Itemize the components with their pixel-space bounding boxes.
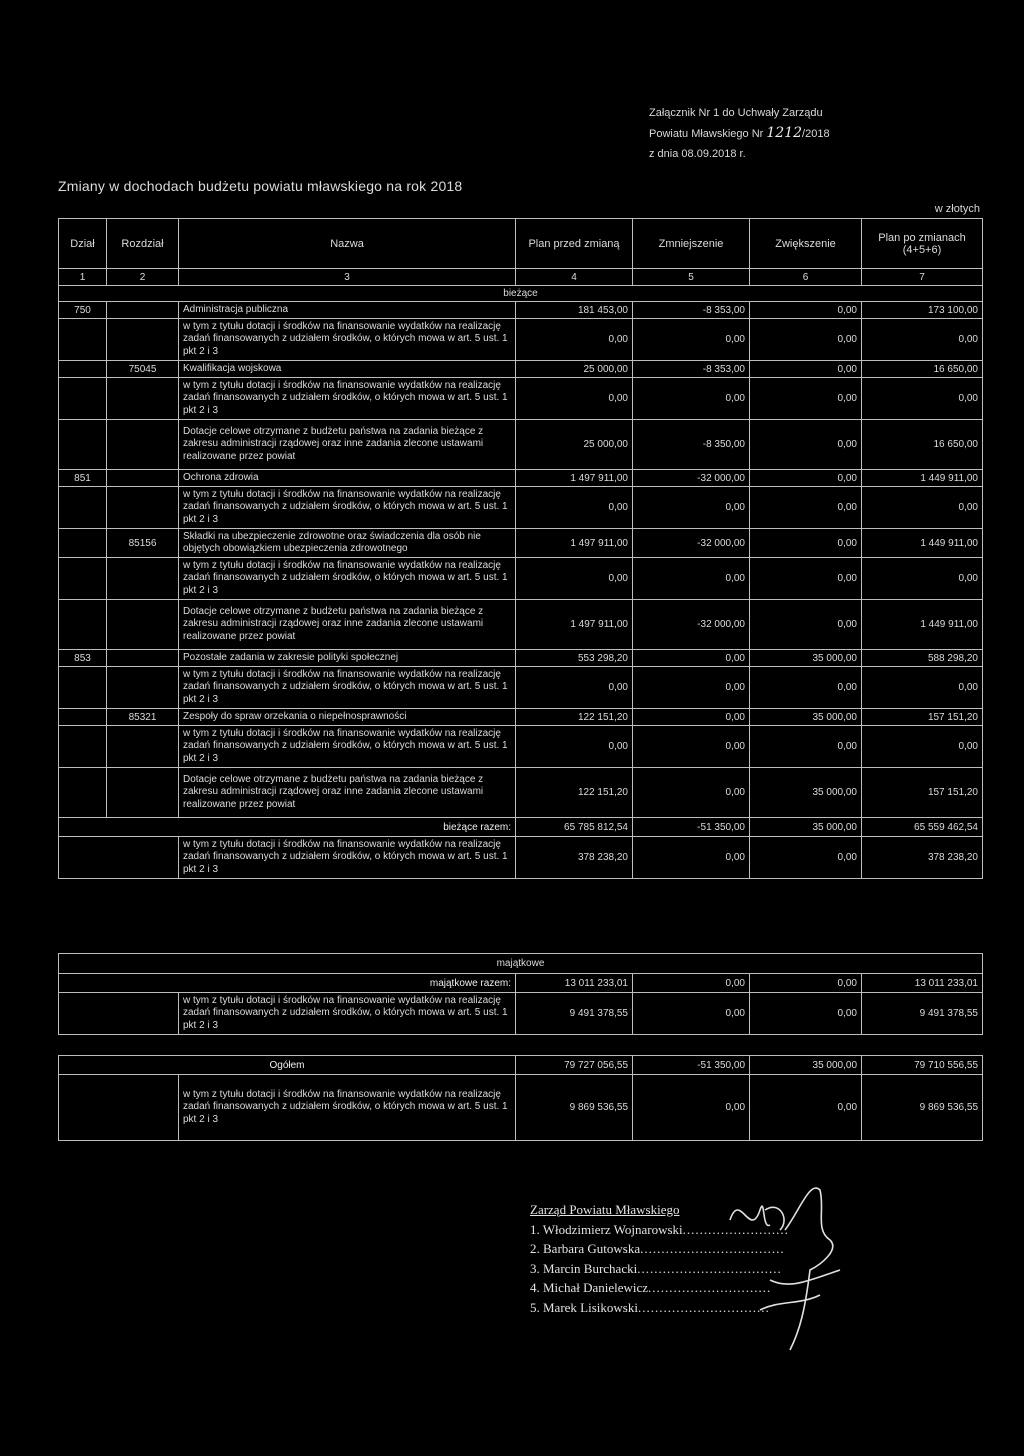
row-plan-przed: 1 497 911,00 [516,470,633,487]
row-zwiekszenie: 35 000,00 [750,650,862,667]
row-nazwa: Kwalifikacja wojskowa [179,361,516,378]
general-total-table [58,1055,983,1141]
table-row [59,650,983,667]
row-rozdzial: 75045 [107,361,179,378]
section-biezace: bieżące [59,286,983,302]
row-zmniejszenie: 0,00 [633,650,750,667]
row-rozdzial [107,470,179,487]
row-nazwa: Administracja publiczna [179,302,516,319]
table-row [59,470,983,487]
row-plan-po: 0,00 [862,487,983,529]
table-row [59,361,983,378]
income-changes-table [58,218,983,879]
header-zmniejszenie: Zmniejszenie [633,219,750,269]
row-nazwa: Pozostałe zadania w zakresie polityki społecznej [179,650,516,667]
annex-line-1: Załącznik Nr 1 do Uchwały Zarządu [649,107,823,119]
row-zwiekszenie: 0,00 [750,378,862,420]
row-zmniejszenie: 0,00 [633,726,750,768]
row-nazwa: Ochrona zdrowia [179,470,516,487]
currency-unit: w złotych [934,203,980,215]
row-plan-przed: 25 000,00 [516,361,633,378]
row-zmniejszenie: -32 000,00 [633,470,750,487]
row-rozdzial [107,768,179,818]
ogolem-wtym-row: w tym z tytułu dotacji i środków na finansowanie wydatków na realizację zadań finansowanych z udziałem środków, o których mowa w art. 5 ust. 1 pkt 2 i 3 9 869 536,55 0,00 0,00 9 869 536,55 [59,1075,983,1141]
row-zmniejszenie: 0,00 [633,378,750,420]
row-nazwa: Dotacje celowe otrzymane z budżetu państwa na zadania bieżące z zakresu administracji rządowej oraz inne zadania zlecone ustawami realizowane przez powiat [179,768,516,818]
row-rozdzial [107,487,179,529]
header-dzial: Dział [59,219,107,269]
row-plan-przed: 0,00 [516,667,633,709]
row-plan-przed: 1 497 911,00 [516,600,633,650]
row-dzial [59,420,107,470]
table-row [59,302,983,319]
row-plan-po: 16 650,00 [862,361,983,378]
table-row [59,487,983,529]
table-row [59,319,983,361]
row-rozdzial [107,378,179,420]
row-zmniejszenie: -32 000,00 [633,600,750,650]
biezace-wtym-row: w tym z tytułu dotacji i środków na finansowanie wydatków na realizację zadań finansowanych z udziałem środków, o których mowa w art. 5 ust. 1 pkt 2 i 3 378 238,20 0,00 0,00 378 238,20 [59,837,983,879]
row-plan-przed: 0,00 [516,726,633,768]
handwritten-signatures [690,1170,890,1370]
row-plan-przed: 0,00 [516,487,633,529]
row-plan-przed: 553 298,20 [516,650,633,667]
row-plan-przed: 0,00 [516,378,633,420]
row-plan-po: 1 449 911,00 [862,529,983,558]
row-rozdzial: 85321 [107,709,179,726]
row-zmniejszenie: 0,00 [633,709,750,726]
table-row [59,558,983,600]
row-nazwa: Dotacje celowe otrzymane z budżetu państwa na zadania bieżące z zakresu administracji rządowej oraz inne zadania zlecone ustawami realizowane przez powiat [179,600,516,650]
row-plan-po: 173 100,00 [862,302,983,319]
table-row [59,768,983,818]
header-rozdzial: Rozdział [107,219,179,269]
section-majatkowe: majątkowe [59,954,983,974]
row-rozdzial: 85156 [107,529,179,558]
annex-line-3: z dnia 08.09.2018 r. [649,148,746,160]
row-plan-przed: 25 000,00 [516,420,633,470]
row-dzial [59,361,107,378]
board-member-2: 2. Barbara Gutowska.................................. [530,1241,785,1256]
table-row [59,667,983,709]
board-member-5: 5. Marek Lisikowski............................... [530,1299,770,1315]
row-rozdzial [107,667,179,709]
row-plan-przed: 122 151,20 [516,768,633,818]
row-zmniejszenie: 0,00 [633,558,750,600]
board-member-3: 3. Marcin Burchacki.................................. [530,1260,782,1276]
row-rozdzial [107,650,179,667]
row-rozdzial [107,558,179,600]
table-row [59,600,983,650]
document-title: Zmiany w dochodach budżetu powiatu mławskiego na rok 2018 [58,178,463,194]
row-nazwa: w tym z tytułu dotacji i środków na finansowanie wydatków na realizację zadań finansowanych z udziałem środków, o których mowa w art. 5 ust. 1 pkt 2 i 3 [179,487,516,529]
row-plan-przed: 122 151,20 [516,709,633,726]
ogolem-row: Ogółem 79 727 056,55 -51 350,00 35 000,00 79 710 556,55 [59,1056,983,1075]
row-zwiekszenie: 0,00 [750,319,862,361]
row-dzial: 750 [59,302,107,319]
row-plan-przed: 181 453,00 [516,302,633,319]
table-header-row [59,219,983,269]
row-zmniejszenie: -8 353,00 [633,361,750,378]
row-dzial [59,378,107,420]
table-row [59,726,983,768]
row-dzial [59,529,107,558]
row-rozdzial [107,600,179,650]
row-zwiekszenie: 35 000,00 [750,768,862,818]
signature-2 [760,1188,840,1350]
row-plan-przed: 1 497 911,00 [516,529,633,558]
annex-number: 1212 [766,125,803,141]
row-zwiekszenie: 0,00 [750,470,862,487]
row-zmniejszenie: -8 350,00 [633,420,750,470]
row-nazwa: Dotacje celowe otrzymane z budżetu państwa na zadania bieżące z zakresu administracji rządowej oraz inne zadania zlecone ustawami realizowane przez powiat [179,420,516,470]
row-plan-przed: 0,00 [516,319,633,361]
header-plan-po: Plan po zmianach (4+5+6) [862,219,983,269]
row-plan-po: 0,00 [862,378,983,420]
row-zwiekszenie: 0,00 [750,600,862,650]
row-plan-po: 1 449 911,00 [862,600,983,650]
column-index-row: 1 2 3 4 5 6 7 [59,269,983,286]
row-plan-po: 588 298,20 [862,650,983,667]
row-zmniejszenie: -32 000,00 [633,529,750,558]
row-rozdzial [107,302,179,319]
board-member-1: 1. Włodzimierz Wojnarowski......................... [530,1221,789,1237]
row-plan-po: 157 151,20 [862,768,983,818]
table-row [59,378,983,420]
row-plan-po: 0,00 [862,319,983,361]
row-dzial [59,667,107,709]
row-plan-po: 157 151,20 [862,709,983,726]
header-zwiekszenie: Zwiększenie [750,219,862,269]
row-dzial: 851 [59,470,107,487]
row-zwiekszenie: 0,00 [750,487,862,529]
row-dzial [59,709,107,726]
row-zmniejszenie: 0,00 [633,487,750,529]
row-zmniejszenie: 0,00 [633,319,750,361]
board-title: Zarząd Powiatu Mławskiego [530,1202,680,1217]
table-rows [59,302,983,818]
row-nazwa: Zespoły do spraw orzekania o niepełnosprawności [179,709,516,726]
header-plan-przed: Plan przed zmianą [516,219,633,269]
row-plan-po: 1 449 911,00 [862,470,983,487]
table-row [59,709,983,726]
row-zmniejszenie: 0,00 [633,667,750,709]
row-rozdzial [107,420,179,470]
row-plan-przed: 0,00 [516,558,633,600]
row-zwiekszenie: 0,00 [750,558,862,600]
header-nazwa: Nazwa [179,219,516,269]
row-zwiekszenie: 0,00 [750,361,862,378]
row-zwiekszenie: 35 000,00 [750,709,862,726]
row-nazwa: w tym z tytułu dotacji i środków na finansowanie wydatków na realizację zadań finansowanych z udziałem środków, o których mowa w art. 5 ust. 1 pkt 2 i 3 [179,319,516,361]
row-dzial [59,319,107,361]
row-plan-po: 0,00 [862,667,983,709]
row-dzial [59,600,107,650]
row-nazwa: Składki na ubezpieczenie zdrowotne oraz świadczenia dla osób nie objętych obowiązkiem ubezpieczenia zdrowotnego [179,529,516,558]
row-dzial [59,768,107,818]
row-zwiekszenie: 0,00 [750,420,862,470]
row-plan-po: 0,00 [862,726,983,768]
row-nazwa: w tym z tytułu dotacji i środków na finansowanie wydatków na realizację zadań finansowanych z udziałem środków, o których mowa w art. 5 ust. 1 pkt 2 i 3 [179,726,516,768]
biezace-total-row: bieżące razem: 65 785 812,54 -51 350,00 35 000,00 65 559 462,54 [59,818,983,837]
row-rozdzial [107,319,179,361]
row-plan-po: 0,00 [862,558,983,600]
row-zmniejszenie: -8 353,00 [633,302,750,319]
row-nazwa: w tym z tytułu dotacji i środków na finansowanie wydatków na realizację zadań finansowanych z udziałem środków, o których mowa w art. 5 ust. 1 pkt 2 i 3 [179,378,516,420]
row-nazwa: w tym z tytułu dotacji i środków na finansowanie wydatków na realizację zadań finansowanych z udziałem środków, o których mowa w art. 5 ust. 1 pkt 2 i 3 [179,667,516,709]
majatkowe-wtym-row: w tym z tytułu dotacji i środków na finansowanie wydatków na realizację zadań finansowanych z udziałem środków, o których mowa w art. 5 ust. 1 pkt 2 i 3 9 491 378,55 0,00 0,00 9 491 378,55 [59,993,983,1035]
row-nazwa: w tym z tytułu dotacji i środków na finansowanie wydatków na realizację zadań finansowanych z udziałem środków, o których mowa w art. 5 ust. 1 pkt 2 i 3 [179,558,516,600]
row-zwiekszenie: 0,00 [750,726,862,768]
majatkowe-total-row: majątkowe razem: 13 011 233,01 0,00 0,00 13 011 233,01 [59,974,983,993]
table-row [59,420,983,470]
annex-reference [649,103,830,164]
property-income-table [58,953,983,1035]
board-member-4: 4. Michał Danielewicz............................. [530,1280,772,1295]
row-zwiekszenie: 0,00 [750,302,862,319]
row-dzial [59,487,107,529]
row-dzial: 853 [59,650,107,667]
annex-line-2: Powiatu Mławskiego Nr 1212/2018 [649,125,830,141]
table-row [59,529,983,558]
row-zwiekszenie: 0,00 [750,667,862,709]
signature-1 [730,1206,784,1230]
row-plan-po: 16 650,00 [862,420,983,470]
row-zmniejszenie: 0,00 [633,768,750,818]
row-rozdzial [107,726,179,768]
row-zwiekszenie: 0,00 [750,529,862,558]
row-dzial [59,558,107,600]
row-dzial [59,726,107,768]
